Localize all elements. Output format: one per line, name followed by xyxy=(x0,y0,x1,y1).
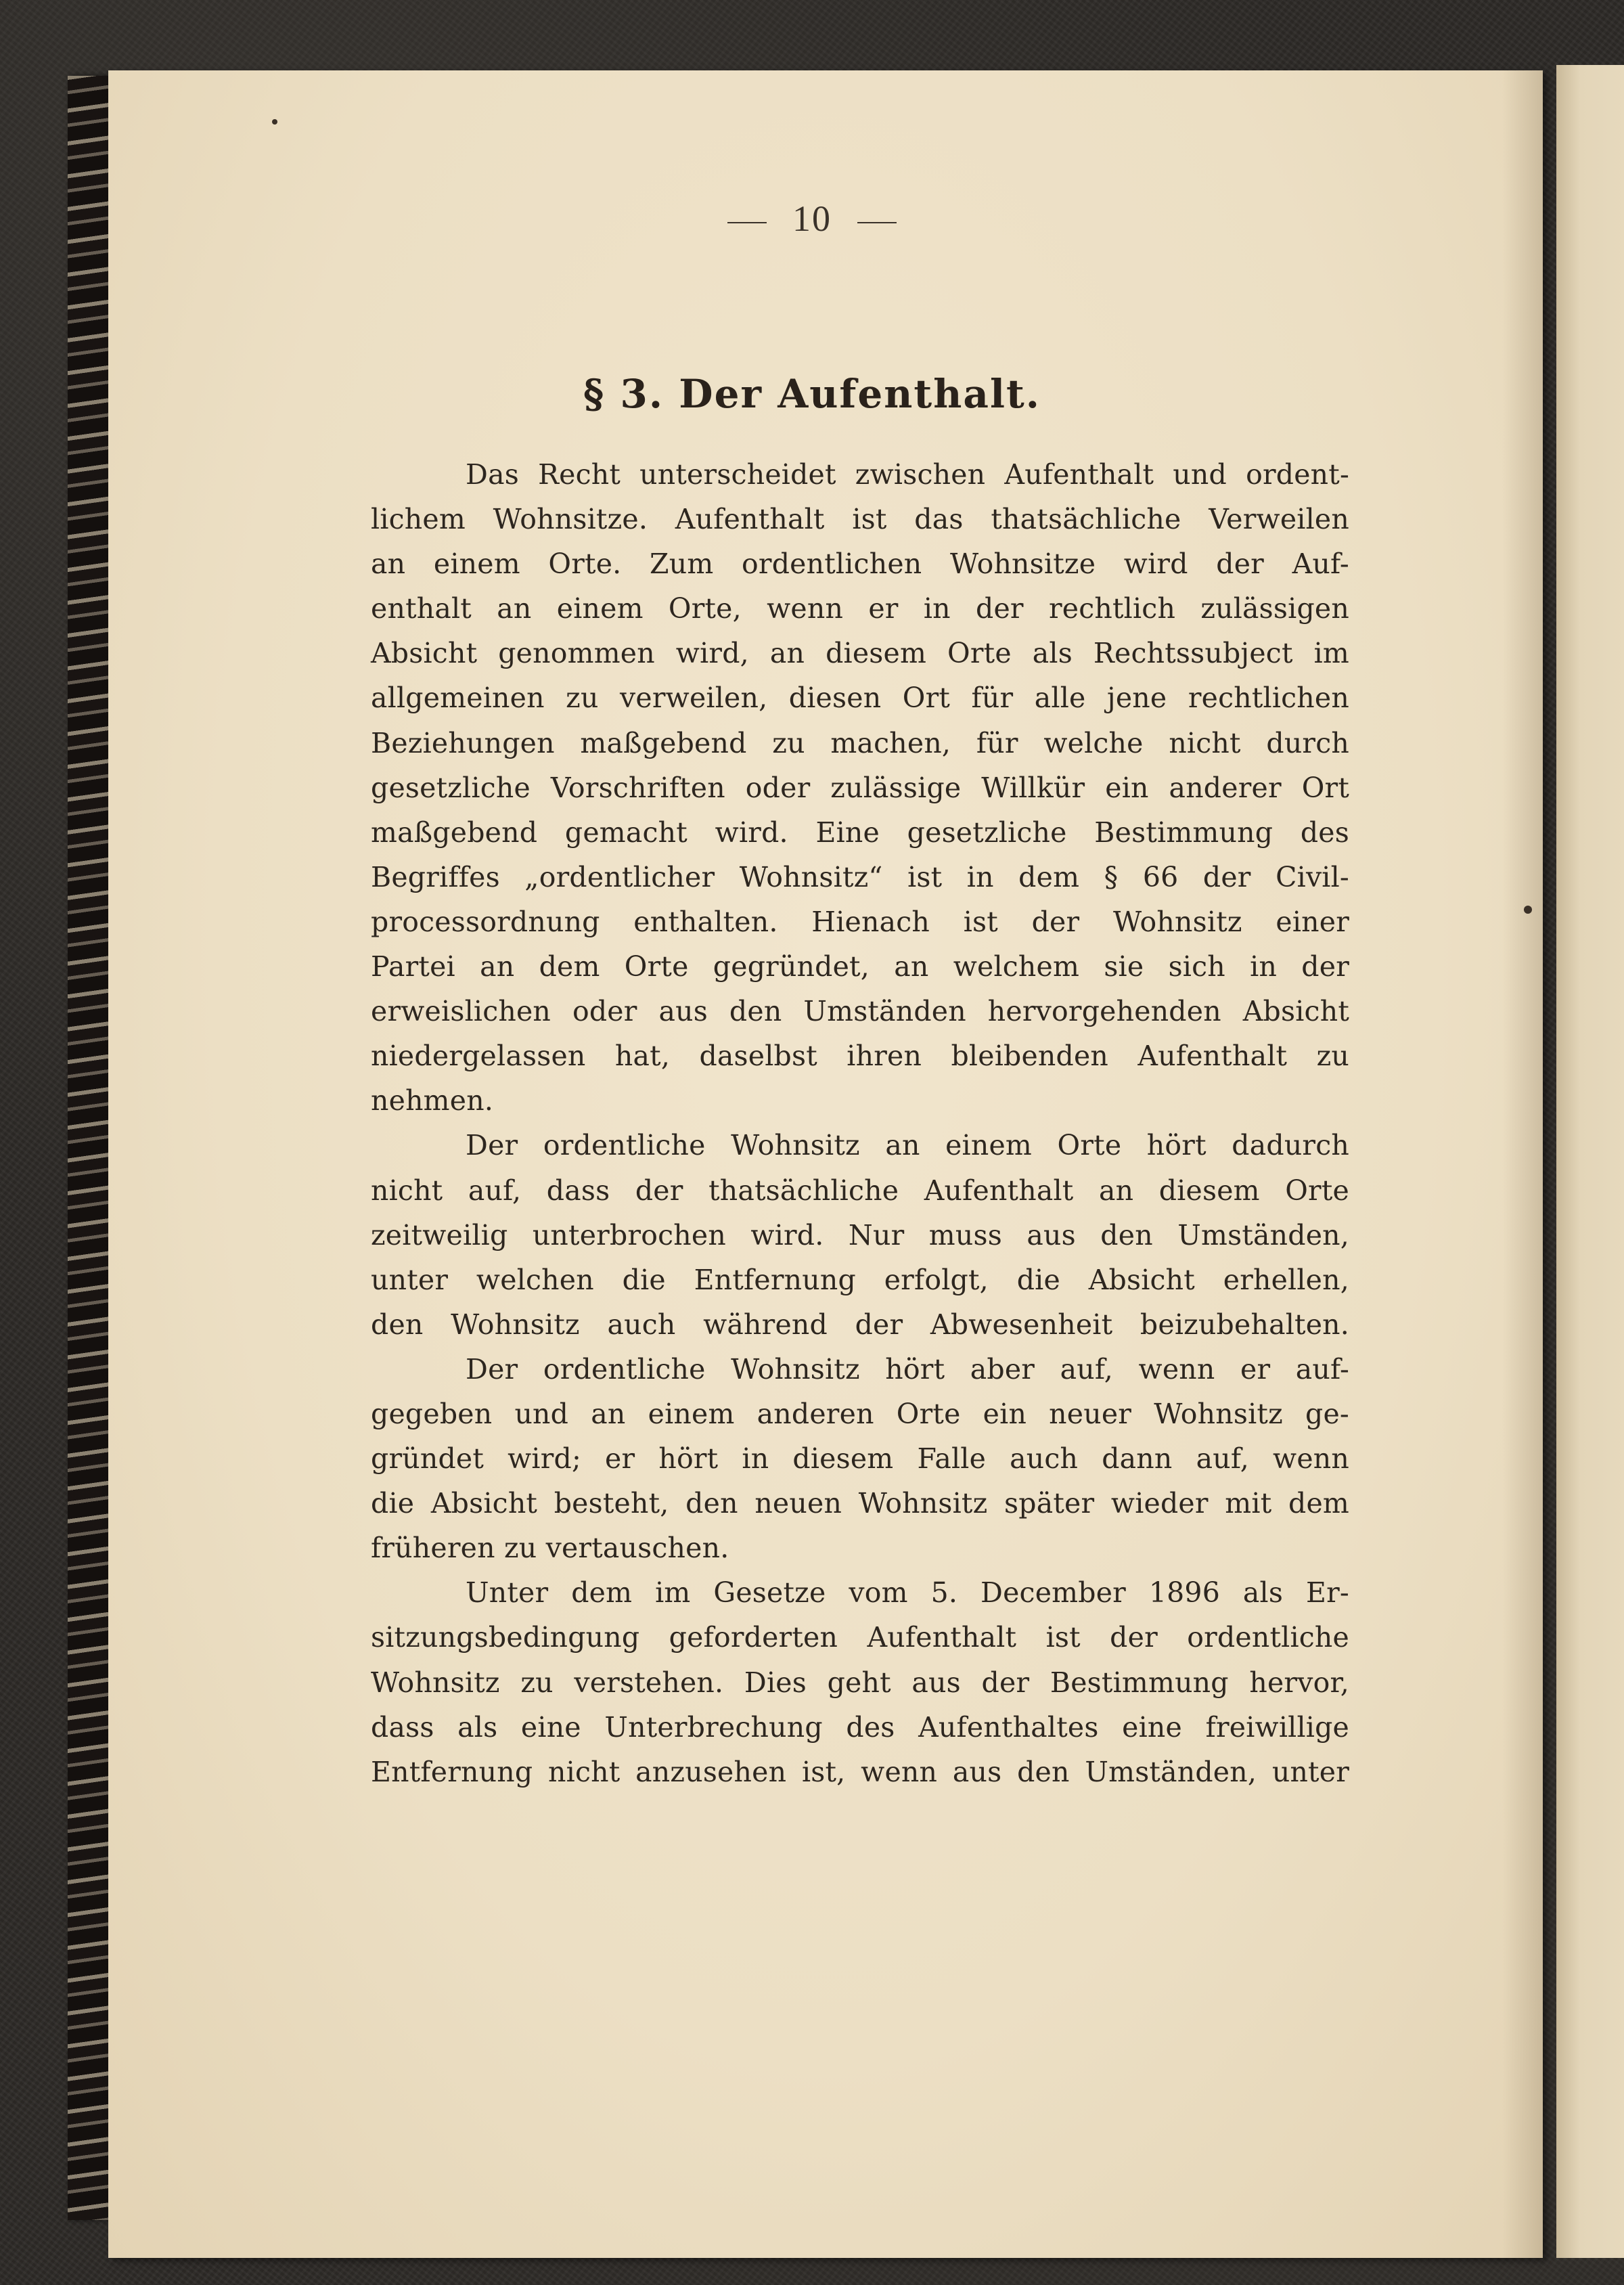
gutter-shadow xyxy=(1502,70,1543,2258)
text-line: enthalt an einem Orte, wenn er in der rechtlich zulässigen xyxy=(371,592,1349,625)
section-title: § 3. Der Aufenthalt. xyxy=(583,371,1041,417)
page-number-value: 10 xyxy=(792,198,832,239)
text-line: den Wohnsitz auch während der Abwesenheit beizubehalten. xyxy=(371,1308,1349,1341)
text-line: Der ordentliche Wohnsitz an einem Orte hört dadurch xyxy=(466,1129,1349,1162)
ink-speck xyxy=(1524,906,1532,914)
text-line: unter welchen die Entfernung erfolgt, die Absicht erhellen, xyxy=(371,1263,1349,1296)
text-line: Absicht genommen wird, an diesem Orte als Rechtssubject im xyxy=(371,637,1349,670)
text-line: früheren zu vertauschen. xyxy=(371,1532,729,1565)
text-line: zeitweilig unterbrochen wird. Nur muss aus den Umständen, xyxy=(371,1218,1349,1251)
text-line: Unter dem im Gesetze vom 5. December 1896 als Er- xyxy=(466,1576,1349,1610)
marbled-cover-edge xyxy=(68,76,110,2220)
text-line: gesetzliche Vorschriften oder zulässige Willkür ein anderer Ort xyxy=(371,771,1349,804)
text-line: gegeben und an einem anderen Orte ein neuer Wohnsitz ge- xyxy=(371,1397,1349,1430)
text-line: die Absicht besteht, den neuen Wohnsitz später wieder mit dem xyxy=(371,1487,1349,1520)
dash-right xyxy=(857,222,897,223)
text-line: allgemeinen zu verweilen, diesen Ort für alle jene rechtlichen xyxy=(371,682,1349,715)
text-line: gründet wird; er hört in diesem Falle auch dann auf, wenn xyxy=(371,1442,1349,1476)
dash-left xyxy=(727,222,767,223)
text-line: lichem Wohnsitze. Aufenthalt ist das thatsächliche Verweilen xyxy=(371,503,1349,536)
text-line: nehmen. xyxy=(371,1084,494,1117)
text-line: nicht auf, dass der thatsächliche Aufenthalt an diesem Orte xyxy=(371,1174,1349,1207)
text-line: Der ordentliche Wohnsitz hört aber auf, wenn er auf- xyxy=(466,1352,1349,1385)
text-line: Begriffes „ordentlicher Wohnsitz“ ist in dem § 66 der Civil- xyxy=(371,860,1349,893)
text-line: Wohnsitz zu verstehen. Dies geht aus der Bestimmung hervor, xyxy=(371,1666,1349,1699)
ink-speck xyxy=(272,119,277,125)
text-line: erweislichen oder aus den Umständen hervorgehenden Absicht xyxy=(371,995,1349,1028)
text-line: Partei an dem Orte gegründet, an welchem sie sich in der xyxy=(371,950,1349,983)
text-line: sitzungsbedingung geforderten Aufenthalt ist der ordentliche xyxy=(371,1621,1349,1654)
text-line: maßgebend gemacht wird. Eine gesetzliche Bestimmung des xyxy=(371,816,1349,849)
text-line: an einem Orte. Zum ordentlichen Wohnsitze wird der Auf- xyxy=(371,548,1349,581)
body-text xyxy=(371,452,1349,1794)
text-line: niedergelassen hat, daselbst ihren bleibenden Aufenthalt zu xyxy=(371,1040,1349,1073)
text-line: Beziehungen maßgebend zu machen, für welche nicht durch xyxy=(371,726,1349,759)
text-line: dass als eine Unterbrechung des Aufenthaltes eine freiwillige xyxy=(371,1710,1349,1744)
text-line: Das Recht unterscheidet zwischen Aufenthalt und ordent- xyxy=(466,458,1349,491)
text-line: processordnung enthalten. Hienach ist der Wohnsitz einer xyxy=(371,905,1349,938)
text-line: Entfernung nicht anzusehen ist, wenn aus den Umständen, unter xyxy=(371,1755,1349,1788)
page-number xyxy=(677,198,947,240)
facing-page-edge xyxy=(1556,65,1624,2258)
